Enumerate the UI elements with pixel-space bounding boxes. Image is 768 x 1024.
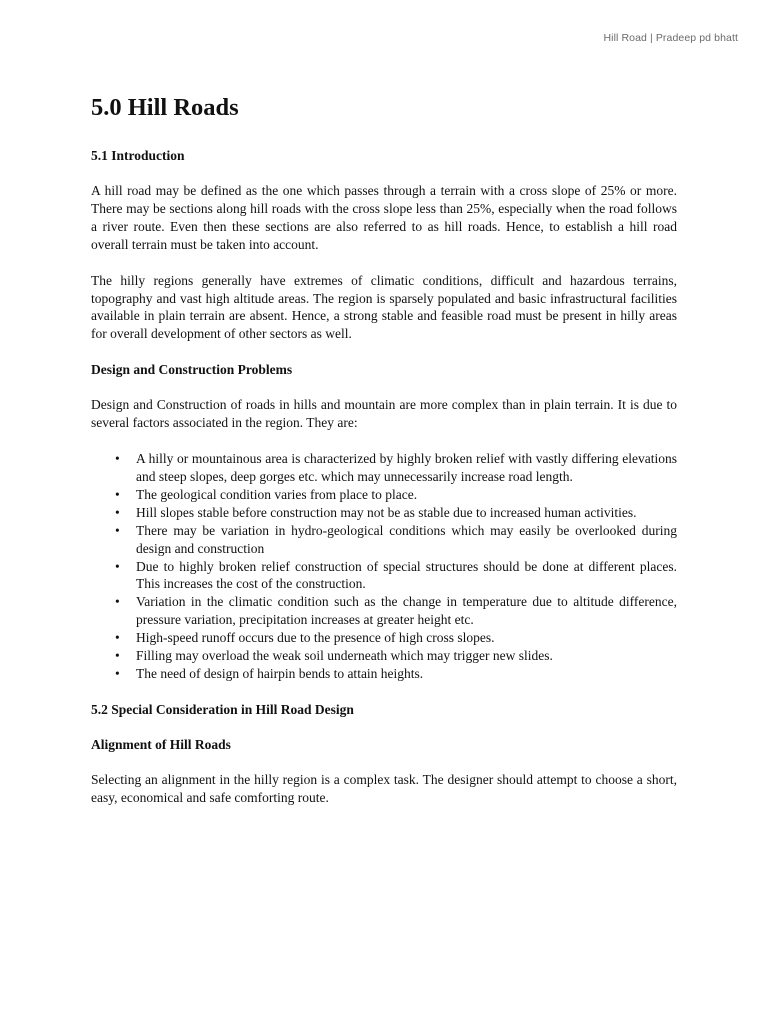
list-item: • A hilly or mountainous area is characterized by highly broken relief with vastly differing elevations and steep slopes, deep gorges etc. which may unnecessarily increase road length. [136, 450, 677, 486]
list-item: • Hill slopes stable before construction may not be as stable due to increased human activities. [136, 504, 677, 522]
problems-paragraph: Design and Construction of roads in hills and mountain are more complex than in plain terrain. It is due to several factors associated in the region. They are: [91, 397, 677, 431]
list-item: • Variation in the climatic condition such as the change in temperature due to altitude difference, pressure variation, precipitation increases at greater height etc. [136, 593, 677, 629]
section-heading-introduction: 5.1 Introduction [91, 148, 185, 163]
list-item: • The need of design of hairpin bends to attain heights. [136, 665, 677, 683]
list-item: • Due to highly broken relief construction of special structures should be done at different places. This increases the cost of the construction. [136, 558, 677, 594]
subsection-heading-alignment: Alignment of Hill Roads [91, 736, 231, 752]
list-item: • Filling may overload the weak soil underneath which may trigger new slides. [136, 647, 677, 665]
list-item: • There may be variation in hydro-geological conditions which may easily be overlooked during design and construction [136, 522, 677, 558]
running-header: Hill Road | Pradeep pd bhatt [603, 32, 738, 44]
intro-paragraph-2: The hilly regions generally have extremes of climatic conditions, difficult and hazardous terrains, topography and vast high altitude areas. The region is sparsely populated and basic infrastructural facilities available in plain terrain are absent. Hence, a strong stable and feasible road must be present in hilly areas for overall development of other sectors as well. [91, 272, 677, 342]
problems-list [91, 450, 677, 683]
section-heading-special-consideration: 5.2 Special Consideration in Hill Road Design [91, 701, 354, 717]
intro-paragraph-1: A hill road may be defined as the one which passes through a terrain with a cross slope of 25% or more. There may be sections along hill roads with the cross slope less than 25%, especially when the road follows a river route. Even then these sections are also referred to as hill roads. Hence, to establish a hill road overall terrain must be taken into account. [91, 183, 677, 252]
alignment-paragraph: Selecting an alignment in the hilly region is a complex task. The designer should attempt to choose a short, easy, economical and safe comforting route. [91, 771, 677, 805]
page-title: 5.0 Hill Roads [91, 94, 239, 121]
section-heading-problems: Design and Construction Problems [91, 362, 293, 378]
list-item: • High-speed runoff occurs due to the presence of high cross slopes. [136, 629, 677, 647]
list-item: • The geological condition varies from place to place. [136, 486, 677, 504]
document-body [91, 92, 677, 825]
